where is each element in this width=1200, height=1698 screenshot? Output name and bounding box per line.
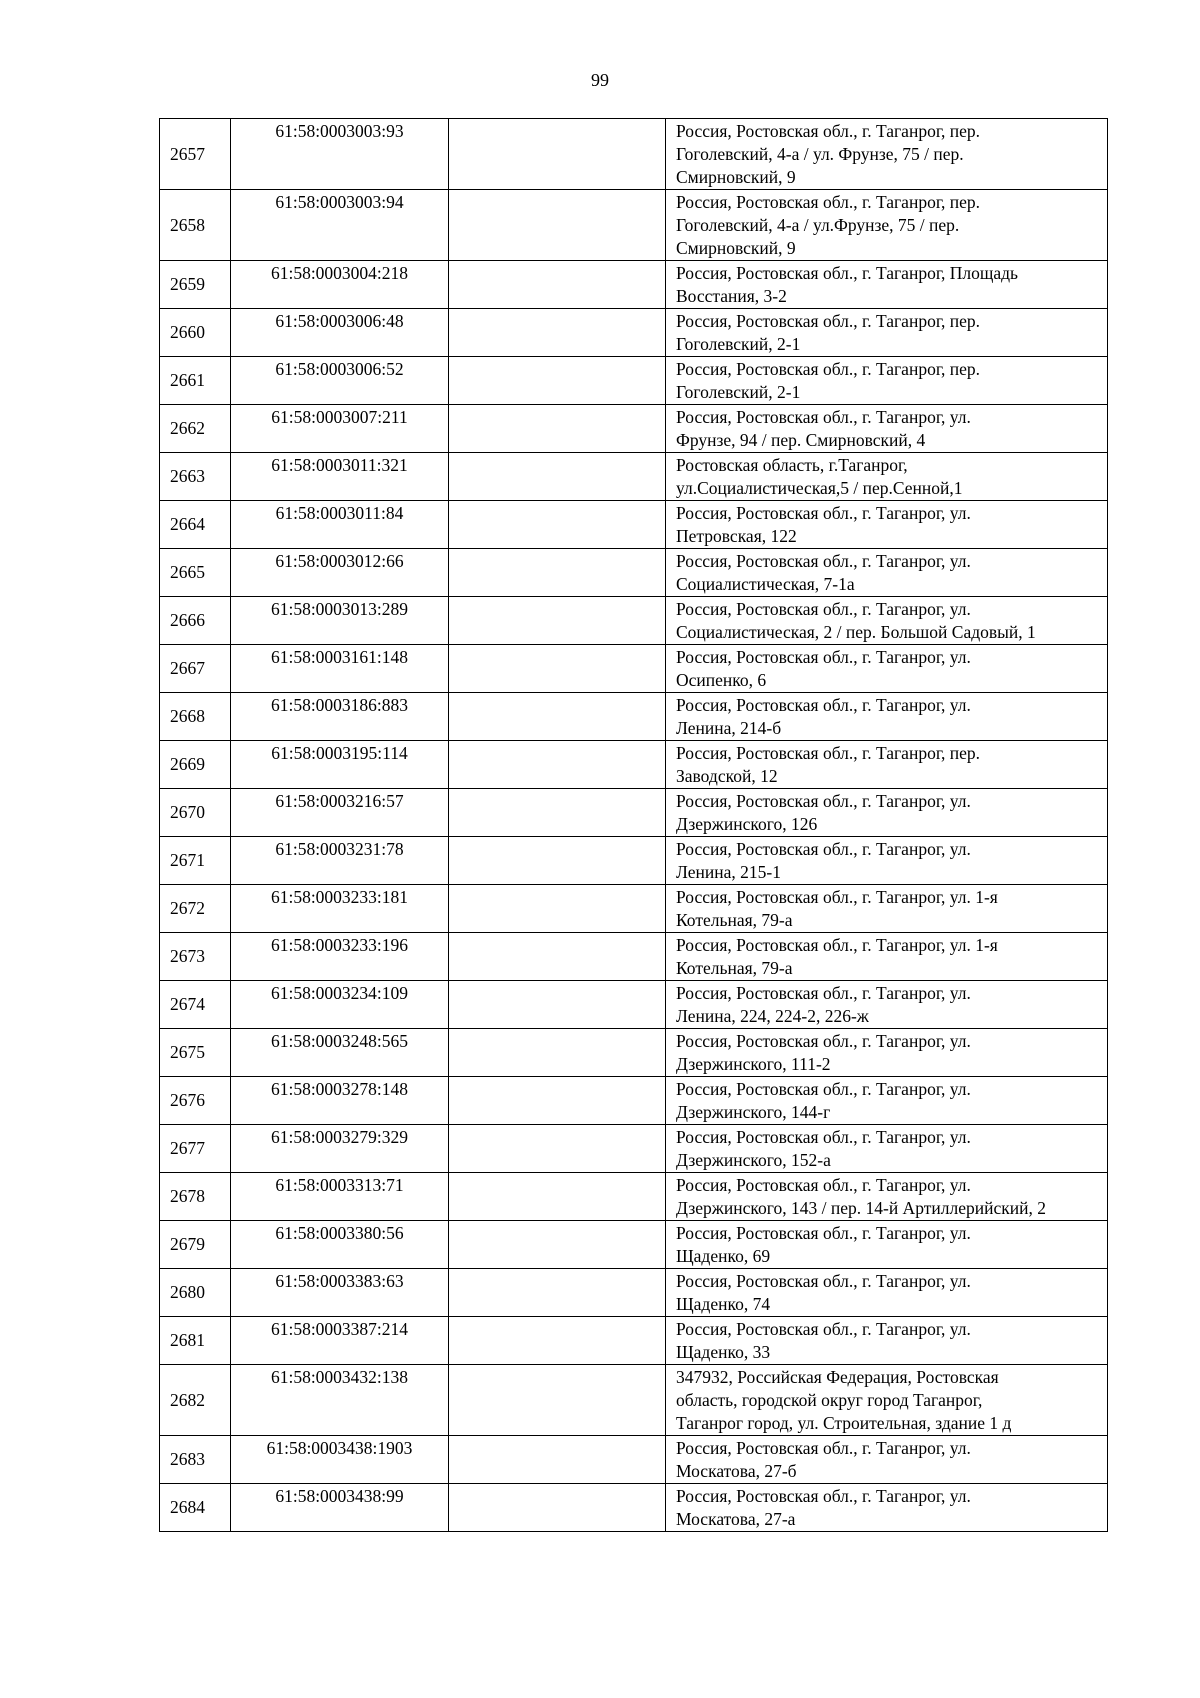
empty-cell — [449, 1221, 666, 1269]
table-row — [160, 933, 1108, 981]
address-cell: Россия, Ростовская обл., г. Таганрог, ул. Дзержинского, 144-г — [666, 1077, 1108, 1125]
cadastral-number-cell: 61:58:0003380:56 — [231, 1221, 449, 1269]
empty-cell — [449, 119, 666, 190]
row-number-cell: 2661 — [160, 357, 231, 405]
property-table — [159, 118, 1108, 1532]
cadastral-number-cell: 61:58:0003216:57 — [231, 789, 449, 837]
cadastral-number-cell: 61:58:0003195:114 — [231, 741, 449, 789]
table-row — [160, 1125, 1108, 1173]
address-cell: Россия, Ростовская обл., г. Таганрог, ул. Дзержинского, 111-2 — [666, 1029, 1108, 1077]
address-cell: Россия, Ростовская обл., г. Таганрог, ул. 1-я Котельная, 79-а — [666, 933, 1108, 981]
row-number-cell: 2657 — [160, 119, 231, 190]
row-number-cell: 2683 — [160, 1436, 231, 1484]
cadastral-number-cell: 61:58:0003383:63 — [231, 1269, 449, 1317]
cadastral-number-cell: 61:58:0003012:66 — [231, 549, 449, 597]
row-number-cell: 2680 — [160, 1269, 231, 1317]
table-row — [160, 453, 1108, 501]
cadastral-number-cell: 61:58:0003438:1903 — [231, 1436, 449, 1484]
empty-cell — [449, 645, 666, 693]
address-cell: Россия, Ростовская обл., г. Таганрог, ул. Ленина, 224, 224-2, 226-ж — [666, 981, 1108, 1029]
cadastral-number-cell: 61:58:0003234:109 — [231, 981, 449, 1029]
table-row — [160, 1365, 1108, 1436]
table-row — [160, 981, 1108, 1029]
table-row — [160, 357, 1108, 405]
row-number-cell: 2666 — [160, 597, 231, 645]
address-cell: Россия, Ростовская обл., г. Таганрог, ул. Осипенко, 6 — [666, 645, 1108, 693]
address-cell: Россия, Ростовская обл., г. Таганрог, ул. Социалистическая, 2 / пер. Большой Садовый, 1 — [666, 597, 1108, 645]
empty-cell — [449, 1484, 666, 1532]
empty-cell — [449, 693, 666, 741]
empty-cell — [449, 885, 666, 933]
empty-cell — [449, 309, 666, 357]
cadastral-number-cell: 61:58:0003004:218 — [231, 261, 449, 309]
cadastral-number-cell: 61:58:0003011:321 — [231, 453, 449, 501]
table-row — [160, 549, 1108, 597]
address-cell: Россия, Ростовская обл., г. Таганрог, ул. 1-я Котельная, 79-а — [666, 885, 1108, 933]
cadastral-number-cell: 61:58:0003006:48 — [231, 309, 449, 357]
table-row — [160, 501, 1108, 549]
empty-cell — [449, 933, 666, 981]
address-cell: 347932, Российская Федерация, Ростовская область, городской округ город Таганрог, Таганрог город, ул. Строительная, здание 1 д — [666, 1365, 1108, 1436]
row-number-cell: 2684 — [160, 1484, 231, 1532]
row-number-cell: 2678 — [160, 1173, 231, 1221]
table-row — [160, 645, 1108, 693]
page-number: 99 — [591, 70, 609, 90]
cadastral-number-cell: 61:58:0003003:94 — [231, 190, 449, 261]
empty-cell — [449, 1365, 666, 1436]
address-cell: Россия, Ростовская обл., г. Таганрог, ул. Москатова, 27-а — [666, 1484, 1108, 1532]
row-number-cell: 2660 — [160, 309, 231, 357]
address-cell: Россия, Ростовская обл., г. Таганрог, ул. Ленина, 214-б — [666, 693, 1108, 741]
cadastral-number-cell: 61:58:0003161:148 — [231, 645, 449, 693]
cadastral-number-cell: 61:58:0003438:99 — [231, 1484, 449, 1532]
row-number-cell: 2671 — [160, 837, 231, 885]
empty-cell — [449, 597, 666, 645]
row-number-cell: 2663 — [160, 453, 231, 501]
empty-cell — [449, 501, 666, 549]
cadastral-number-cell: 61:58:0003248:565 — [231, 1029, 449, 1077]
address-cell: Россия, Ростовская обл., г. Таганрог, ул. Социалистическая, 7-1а — [666, 549, 1108, 597]
table-row — [160, 597, 1108, 645]
cadastral-number-cell: 61:58:0003186:883 — [231, 693, 449, 741]
address-cell: Россия, Ростовская обл., г. Таганрог, ул. Москатова, 27-б — [666, 1436, 1108, 1484]
empty-cell — [449, 1029, 666, 1077]
empty-cell — [449, 789, 666, 837]
cadastral-number-cell: 61:58:0003233:196 — [231, 933, 449, 981]
empty-cell — [449, 190, 666, 261]
address-cell: Россия, Ростовская обл., г. Таганрог, ул. Дзержинского, 143 / пер. 14-й Артиллерийский, 2 — [666, 1173, 1108, 1221]
table-body — [160, 119, 1108, 1532]
row-number-cell: 2667 — [160, 645, 231, 693]
row-number-cell: 2675 — [160, 1029, 231, 1077]
row-number-cell: 2658 — [160, 190, 231, 261]
table-row — [160, 1221, 1108, 1269]
table-row — [160, 789, 1108, 837]
row-number-cell: 2674 — [160, 981, 231, 1029]
cadastral-number-cell: 61:58:0003432:138 — [231, 1365, 449, 1436]
cadastral-number-cell: 61:58:0003313:71 — [231, 1173, 449, 1221]
empty-cell — [449, 405, 666, 453]
empty-cell — [449, 1436, 666, 1484]
table-row — [160, 837, 1108, 885]
table-row — [160, 741, 1108, 789]
row-number-cell: 2662 — [160, 405, 231, 453]
address-cell: Россия, Ростовская обл., г. Таганрог, ул. Дзержинского, 152-а — [666, 1125, 1108, 1173]
empty-cell — [449, 453, 666, 501]
cadastral-number-cell: 61:58:0003387:214 — [231, 1317, 449, 1365]
table-row — [160, 885, 1108, 933]
address-cell: Россия, Ростовская обл., г. Таганрог, пер. Гоголевский, 2-1 — [666, 357, 1108, 405]
address-cell: Россия, Ростовская обл., г. Таганрог, ул. Щаденко, 74 — [666, 1269, 1108, 1317]
empty-cell — [449, 741, 666, 789]
address-cell: Россия, Ростовская обл., г. Таганрог, Площадь Восстания, 3-2 — [666, 261, 1108, 309]
row-number-cell: 2669 — [160, 741, 231, 789]
address-cell: Россия, Ростовская обл., г. Таганрог, ул. Ленина, 215-1 — [666, 837, 1108, 885]
table-row — [160, 693, 1108, 741]
row-number-cell: 2679 — [160, 1221, 231, 1269]
empty-cell — [449, 357, 666, 405]
table-row — [160, 1029, 1108, 1077]
table-row — [160, 190, 1108, 261]
table-row — [160, 119, 1108, 190]
empty-cell — [449, 261, 666, 309]
table-row — [160, 1436, 1108, 1484]
row-number-cell: 2664 — [160, 501, 231, 549]
address-cell: Россия, Ростовская обл., г. Таганрог, пер. Заводской, 12 — [666, 741, 1108, 789]
cadastral-number-cell: 61:58:0003278:148 — [231, 1077, 449, 1125]
empty-cell — [449, 1269, 666, 1317]
row-number-cell: 2672 — [160, 885, 231, 933]
row-number-cell: 2677 — [160, 1125, 231, 1173]
cadastral-number-cell: 61:58:0003279:329 — [231, 1125, 449, 1173]
address-cell: Россия, Ростовская обл., г. Таганрог, ул. Щаденко, 33 — [666, 1317, 1108, 1365]
table-row — [160, 261, 1108, 309]
row-number-cell: 2673 — [160, 933, 231, 981]
row-number-cell: 2659 — [160, 261, 231, 309]
table-row — [160, 1269, 1108, 1317]
table-row — [160, 405, 1108, 453]
address-cell: Россия, Ростовская обл., г. Таганрог, пер. Гоголевский, 4-а / ул.Фрунзе, 75 / пер. Смирновский, 9 — [666, 190, 1108, 261]
row-number-cell: 2670 — [160, 789, 231, 837]
table-row — [160, 1077, 1108, 1125]
row-number-cell: 2665 — [160, 549, 231, 597]
empty-cell — [449, 837, 666, 885]
cadastral-number-cell: 61:58:0003006:52 — [231, 357, 449, 405]
row-number-cell: 2676 — [160, 1077, 231, 1125]
empty-cell — [449, 1173, 666, 1221]
table-row — [160, 1317, 1108, 1365]
cadastral-number-cell: 61:58:0003013:289 — [231, 597, 449, 645]
empty-cell — [449, 981, 666, 1029]
table-row — [160, 1173, 1108, 1221]
address-cell: Россия, Ростовская обл., г. Таганрог, пер. Гоголевский, 4-а / ул. Фрунзе, 75 / пер. Смирновский, 9 — [666, 119, 1108, 190]
address-cell: Россия, Ростовская обл., г. Таганрог, ул. Петровская, 122 — [666, 501, 1108, 549]
address-cell: Россия, Ростовская обл., г. Таганрог, ул. Щаденко, 69 — [666, 1221, 1108, 1269]
empty-cell — [449, 1317, 666, 1365]
cadastral-number-cell: 61:58:0003007:211 — [231, 405, 449, 453]
empty-cell — [449, 1077, 666, 1125]
address-cell: Ростовская область, г.Таганрог, ул.Социалистическая,5 / пер.Сенной,1 — [666, 453, 1108, 501]
table-row — [160, 309, 1108, 357]
row-number-cell: 2668 — [160, 693, 231, 741]
empty-cell — [449, 1125, 666, 1173]
row-number-cell: 2682 — [160, 1365, 231, 1436]
address-cell: Россия, Ростовская обл., г. Таганрог, ул. Дзержинского, 126 — [666, 789, 1108, 837]
cadastral-number-cell: 61:58:0003233:181 — [231, 885, 449, 933]
cadastral-number-cell: 61:58:0003011:84 — [231, 501, 449, 549]
empty-cell — [449, 549, 666, 597]
table-row — [160, 1484, 1108, 1532]
row-number-cell: 2681 — [160, 1317, 231, 1365]
address-cell: Россия, Ростовская обл., г. Таганрог, пер. Гоголевский, 2-1 — [666, 309, 1108, 357]
cadastral-number-cell: 61:58:0003003:93 — [231, 119, 449, 190]
cadastral-number-cell: 61:58:0003231:78 — [231, 837, 449, 885]
address-cell: Россия, Ростовская обл., г. Таганрог, ул. Фрунзе, 94 / пер. Смирновский, 4 — [666, 405, 1108, 453]
